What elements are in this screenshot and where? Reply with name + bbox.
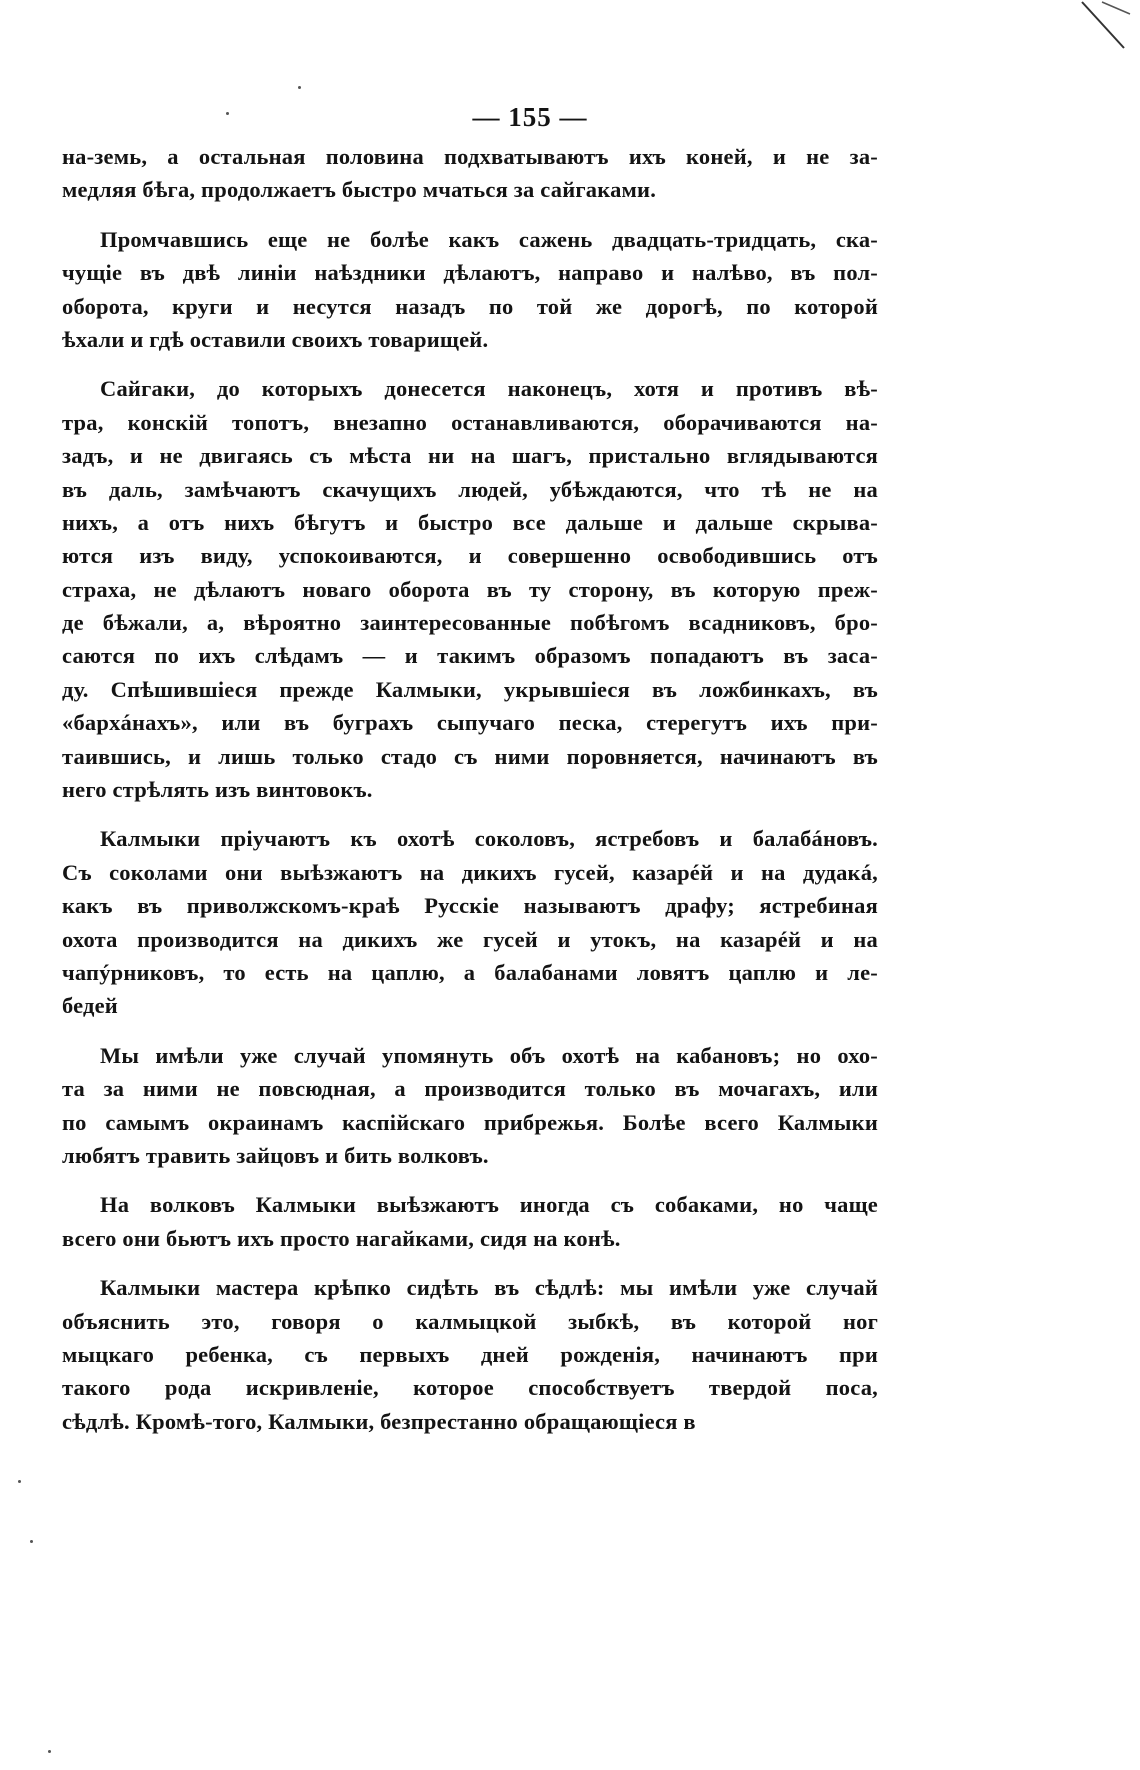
scan-speck	[298, 86, 301, 89]
text-line: «бархáнахъ», или въ буграхъ сыпучаго песка, стерегутъ ихъ при-	[62, 710, 878, 736]
text-line: страха, не дѣлаютъ новаго оборота въ ту сторону, въ которую преж-	[62, 576, 878, 602]
text-line: Сайгаки, до которыхъ донесется наконецъ, хотя и противъ вѣ-	[100, 376, 878, 402]
scan-speck	[48, 1750, 51, 1753]
text-line: нихъ, а отъ нихъ бѣгутъ и быстро все дальше и дальше скрыва-	[62, 509, 878, 535]
page-number: — 155 —	[472, 102, 588, 132]
paragraph	[62, 822, 878, 1022]
text-line: него стрѣлять изъ винтовокъ.	[62, 777, 373, 803]
text-line: таившись, и лишь только стадо съ ними поровняется, начинаютъ въ	[62, 743, 878, 769]
text-line: тра, конскій топотъ, внезапно останавливаются, оборачиваются на-	[62, 409, 878, 435]
text-line: Калмыки пріучаютъ къ охотѣ соколовъ, ястребовъ и балабáновъ.	[100, 826, 878, 852]
text-line: чапýрниковъ, то есть на цаплю, а балабанами ловятъ цаплю и ле-	[62, 959, 878, 985]
text-line: ѣхали и гдѣ оставили своихъ товарищей.	[62, 326, 489, 352]
body-text	[62, 140, 878, 1454]
text-line: объяснить это, говоря о калмыцкой зыбкѣ, въ которой ног	[62, 1308, 878, 1334]
text-line: сѣдлѣ. Кромѣ-того, Калмыки, безпрестанно обращающіеся в	[62, 1408, 696, 1434]
text-line: любятъ травить зайцовъ и бить волковъ.	[62, 1142, 489, 1168]
text-line: задъ, и не двигаясь съ мѣста ни на шагъ, пристально вглядываются	[62, 443, 878, 469]
paragraph	[62, 1271, 878, 1438]
scan-speck	[30, 1540, 33, 1543]
text-line: какъ въ приволжскомъ-краѣ Русскіе называютъ драфу; ястребиная	[62, 893, 878, 919]
text-line: Съ соколами они выѣзжаютъ на дикихъ гусей, казарéй и на дудакá,	[62, 859, 878, 885]
text-line: оборота, круги и несутся назадъ по той же дорогѣ, по которой	[62, 293, 878, 319]
text-line: На волковъ Калмыки выѣзжаютъ иногда съ собаками, но чаще	[100, 1192, 878, 1218]
text-line: охота производится на дикихъ же гусей и утокъ, на казарéй и на	[62, 926, 878, 952]
text-line: чущіе въ двѣ линіи наѣздники дѣлаютъ, направо и налѣво, въ пол-	[62, 260, 878, 286]
text-line: на-земь, а остальная половина подхватываютъ ихъ коней, и не за-	[62, 144, 878, 169]
paragraph	[62, 140, 878, 207]
text-line: такого рода искривленіе, которое способствуетъ твердой поса,	[62, 1375, 878, 1401]
text-line: всего они бьютъ ихъ просто нагайками, сидя на конѣ.	[62, 1225, 621, 1251]
paragraph	[62, 1188, 878, 1255]
paragraph	[62, 1039, 878, 1173]
text-line: Мы имѣли уже случай упомянуть объ охотѣ на кабановъ; но охо-	[100, 1042, 878, 1068]
text-line: Промчавшись еще не болѣе какъ сажень двадцать-тридцать, ска-	[100, 226, 878, 252]
paragraph	[62, 223, 878, 357]
text-line: по самымъ окраинамъ каспійскаго прибрежья. Болѣе всего Калмыки	[62, 1109, 878, 1135]
text-line: ются изъ виду, успокоиваются, и совершенно освободившись отъ	[62, 543, 878, 569]
text-line: въ даль, замѣчаютъ скачущихъ людей, убѣждаются, что тѣ не на	[62, 476, 878, 502]
text-line: бедей	[62, 993, 118, 1019]
scan-corner-mark	[1072, 0, 1132, 50]
paragraph	[62, 372, 878, 806]
text-line: медляя бѣга, продолжаетъ быстро мчаться за сайгаками.	[62, 177, 657, 203]
scan-speck	[18, 1480, 21, 1483]
text-line: мыцкаго ребенка, съ первыхъ дней рожденія, начинаютъ при	[62, 1341, 878, 1367]
text-line: де бѣжали, а, вѣроятно заинтересованные побѣгомъ всадниковъ, бро-	[62, 610, 878, 636]
text-line: Калмыки мастера крѣпко сидѣть въ сѣдлѣ: мы имѣли уже случай	[100, 1275, 878, 1301]
text-line: та за ними не повсюдная, а производится только въ мочагахъ, или	[62, 1076, 878, 1102]
text-line: саются по ихъ слѣдамъ — и такимъ образомъ попадаютъ въ заса-	[62, 643, 878, 669]
text-line: ду. Спѣшившіеся прежде Калмыки, укрывшіеся въ ложбинкахъ, въ	[62, 676, 878, 702]
